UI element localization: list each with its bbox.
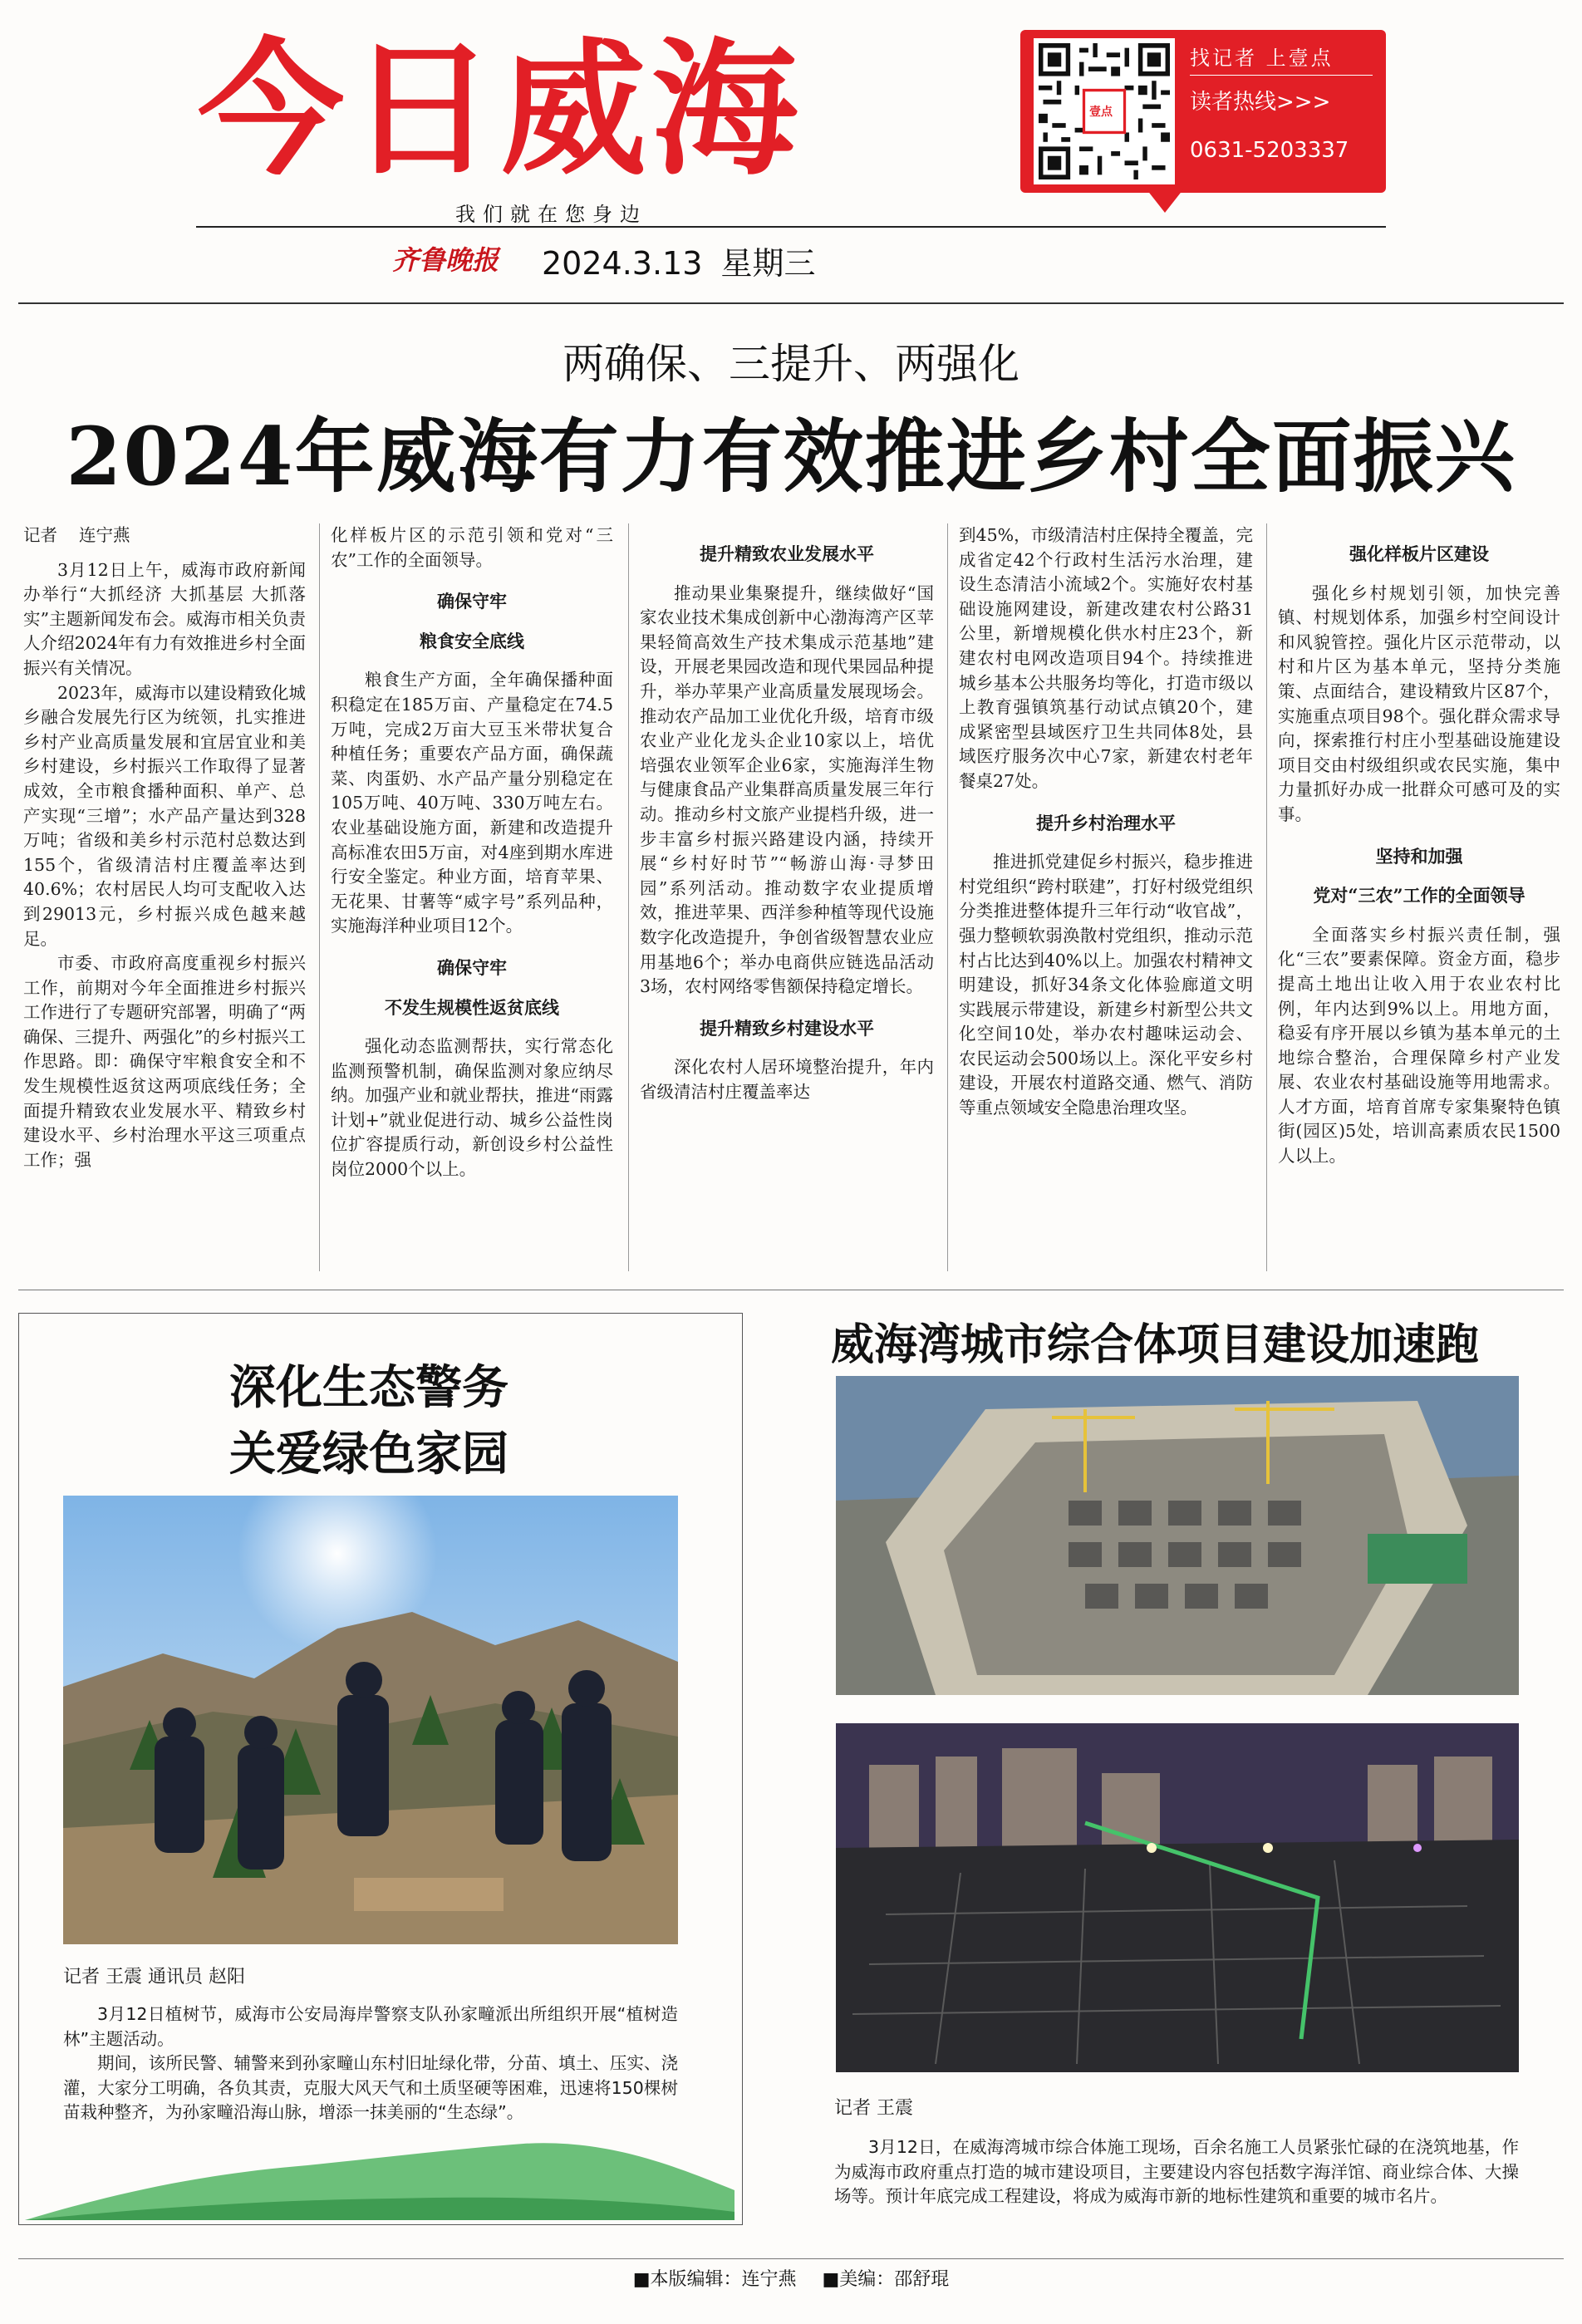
paragraph: 到45%，市级清洁村庄保持全覆盖，完成省定42个行政村生活污水治理，建设生态清洁小流域2个。实施好农村基础设施网建设，新建改建农村公路31公里，新增规模化供水村庄23个，新建农村电网改造项目94个。持续推进城乡基本公共服务均等化，打造市级以上教育强镇筑基行动试点镇20个，建成紧密型县域医疗卫生共同体8处，县域医疗服务次中心7家，新建农村老年餐桌27处。	[959, 525, 1253, 791]
paragraph: 推动果业集聚提升，继续做好“国家农业技术集成创新中心渤海湾产区苹果轻简高效生产技术集成示范基地”建设，开展老果园改造和现代果园品种提升，举办苹果产业高质量发展现场会。推动农产品加工业优化升级，培育市级农业产业化龙头企业10家以上，培优培强农业领军企业6家，实施海洋生物与健康食品产业集群高质量发展三年行动。推动乡村文旅产业提档升级，进一步丰富乡村振兴路建设内涵，持续开展“乡村好时节”“畅游山海·寻梦田园”系列活动。推动数字农业提质增效，推进苹果、西洋参种植等现代设施数字化改造提升，争创省级智慧农业应用基地6个；举办电商供应链选品活动3场，农村网络零售额保持稳定增长。	[640, 582, 934, 997]
bay-headline: 威海湾城市综合体项目建设加速跑	[831, 1319, 1480, 1370]
article-subhead: 两确保、三提升、两强化	[563, 340, 1019, 388]
section-heading: 提升精致农业发展水平	[700, 543, 874, 564]
column-divider	[319, 523, 320, 1271]
weekday-value: 星期三	[720, 245, 816, 282]
article-column-5	[1278, 523, 1560, 1169]
bay-article-text	[834, 2135, 1519, 2209]
editor-credit: ■本版编辑：连宁燕	[632, 2269, 797, 2290]
green-hill-decoration	[25, 2140, 734, 2220]
column-divider	[947, 523, 948, 1271]
section-heading: 坚持和加强	[1375, 845, 1463, 867]
byline-label: 记者	[23, 525, 57, 545]
paper-name: 齐鲁晚报	[392, 244, 499, 276]
paragraph: 市委、市政府高度重视乡村振兴工作，前期对今年全面推进乡村振兴工作进行了专题研究部署，明确了“两确保、三提升、两强化”的乡村振兴工作思路。即：确保守牢粮食安全和不发生规模性返贫这两项底线任务；全面提升精致农业发展水平、精致乡村建设水平、乡村治理水平这三项重点工作；强	[23, 953, 306, 1170]
paragraph: 2023年，威海市以建设精致化城乡融合发展先行区为统领，扎实推进乡村产业高质量发展和宜居宜业和美乡村建设，乡村振兴工作取得了显著成效，全市粮食播种面积、单产、总产实现“三增”；水产品产量达到328万吨；省级和美乡村示范村总数达到155个，省级清洁村庄覆盖率达到40.6%；农村居民人均可支配收入达到29013元，乡村振兴成色越来越足。	[23, 682, 306, 949]
column-divider	[628, 523, 629, 1271]
bay-byline: 记者 王震	[834, 2098, 913, 2119]
paragraph: 化样板片区的示范引领和党对“三农”工作的全面领导。	[331, 525, 613, 570]
article-column-3	[640, 523, 934, 1104]
tree-planting-photo	[63, 1496, 678, 1944]
paragraph: 全面落实乡村振兴责任制，强化“三农”要素保障。资金方面，稳步提高土地出让收入用于农业农村比例，年内达到9%以上。用地方面，稳妥有序开展以乡镇为基本单元的土地综合整治，合理保障乡村产业发展、农业农村基础设施等用地需求。人才方面，培育首席专家集聚特色镇街(园区)5处，培训高素质农民1500人以上。	[1278, 924, 1560, 1167]
issue-date	[542, 238, 816, 283]
section-heading: 粮食安全底线	[420, 630, 524, 651]
paragraph: 强化乡村规划引领，加快完善镇、村规划体系，加强乡村空间设计和风貌管控。强化片区示范带动，以村和片区为基本单元，坚持分类施策、点面结合，建设精致片区87个，实施重点项目98个。强化群众需求导向，探索推行村庄小型基础设施建设项目交由村级组织或农民实施，集中力量抓好办成一批群众可感可及的实事。	[1278, 582, 1560, 824]
ad-phone-number[interactable]: 0631-5203337	[1190, 138, 1349, 163]
article-headline: 2024年威海有力有效推进乡村全面振兴	[66, 410, 1516, 504]
paragraph: 3月12日上午，威海市政府新闻办举行“大抓经济 大抓基层 大抓落实”主题新闻发布会。威海市相关负责人介绍2024年有力有效推进乡村全面振兴有关情况。	[23, 559, 306, 678]
ad-divider	[1190, 75, 1373, 76]
construction-site-night-photo	[836, 1723, 1519, 2072]
article-column-1	[23, 523, 306, 1172]
ad-hotline-label: 读者热线>>>	[1190, 90, 1331, 115]
paragraph: 强化动态监测帮扶，实行常态化监测预警机制，确保监测对象应纳尽纳。加强产业和就业帮扶，推进“雨露计划+”就业促进行动、城乡公益性岗位扩容提质行动，新创设乡村公益性岗位2000个以上。	[331, 1036, 613, 1180]
header-divider	[18, 302, 1564, 304]
section-heading: 强化样板片区建设	[1349, 543, 1489, 564]
section-heading: 不发生规模性返贫底线	[385, 996, 559, 1018]
footer-divider	[18, 2258, 1564, 2259]
ad-bubble-tail	[1147, 189, 1183, 213]
designer-credit: ■美编：邵舒琨	[822, 2269, 950, 2290]
paragraph: 3月12日，在威海湾城市综合体施工现场，百余名施工人员紧张忙碌的在浇筑地基，作为威海市政府重点打造的城市建设项目，主要建设内容包括数字海洋馆、商业综合体、大操场等。预计年底完成工程建设，将成为威海市新的地标性建筑和重要的城市名片。	[834, 2137, 1519, 2207]
eco-article-text	[63, 2002, 678, 2125]
date-value: 2024.3.13	[542, 245, 703, 282]
qr-center-logo: 壹点	[1089, 106, 1113, 119]
eco-byline: 记者 王震 通讯员 赵阳	[63, 1967, 245, 1987]
paragraph: 粮食生产方面，全年确保播种面积稳定在185万亩、产量稳定在74.5万吨，完成2万亩大豆玉米带状复合种植任务；重要农产品方面，确保蔬菜、肉蛋奶、水产品产量分别稳定在105万吨、40万吨、330万吨左右。农业基础设施方面，新建和改造提升高标准农田5万亩，对4座到期水库进行安全鉴定。种业方面，培育苹果、无花果、甘薯等“威字号”系列品种，实施海洋种业项目12个。	[331, 670, 613, 936]
section-heading: 提升精致乡村建设水平	[700, 1017, 874, 1039]
masthead-divider	[196, 226, 1386, 228]
paragraph: 3月12日植树节，威海市公安局海岸警察支队孙家疃派出所组织开展“植树造林”主题活动。	[63, 2004, 678, 2049]
eco-headline-line-2: 关爱绿色家园	[229, 1427, 508, 1481]
section-heading: 确保守牢	[437, 591, 507, 612]
article-column-2	[331, 523, 613, 1182]
section-heading: 党对“三农”工作的全面领导	[1313, 885, 1526, 907]
paragraph: 深化农村人居环境整治提升，年内省级清洁村庄覆盖率达	[640, 1057, 934, 1102]
section-heading: 确保守牢	[437, 956, 507, 978]
section-heading: 提升乡村治理水平	[1036, 812, 1176, 833]
paragraph: 期间，该所民警、辅警来到孙家疃山东村旧址绿化带，分苗、填土、压实、浇灌，大家分工明确，各负其责，克服大风天气和土质坚硬等困难，迅速将150棵树苗栽种整齐，为孙家疃沿海山脉，增添一抹美丽的“生态绿”。	[63, 2053, 678, 2123]
article-column-4	[959, 523, 1253, 1121]
paragraph: 推进抓党建促乡村振兴，稳步推进村党组织“跨村联建”，打好村级党组织分类推进整体提升三年行动“收官战”，强力整顿软弱涣散村党组织，推动示范村占比达到40%以上。加强农村精神文明建设，抓好34条文化体验廊道文明实践展示带建设，新建乡村新型公共文化空间10处，举办农村趣味运动会、农民运动会500场以上。深化平安乡村建设，开展农村道路交通、燃气、消防等重点领域安全隐患治理攻坚。	[959, 852, 1253, 1118]
ad-slogan: 找记者 上壹点	[1190, 47, 1334, 70]
construction-site-day-photo	[836, 1376, 1519, 1695]
masthead-logo: 今日威海	[198, 25, 803, 195]
eco-headline-line-1: 深化生态警务	[229, 1360, 508, 1415]
article-byline	[23, 523, 306, 548]
column-divider	[1266, 523, 1267, 1271]
byline-name: 连宁燕	[79, 525, 130, 545]
page-credits	[0, 2265, 1582, 2291]
eco-headline	[229, 1354, 508, 1487]
masthead-slogan: 我们就在您身边	[455, 203, 647, 226]
